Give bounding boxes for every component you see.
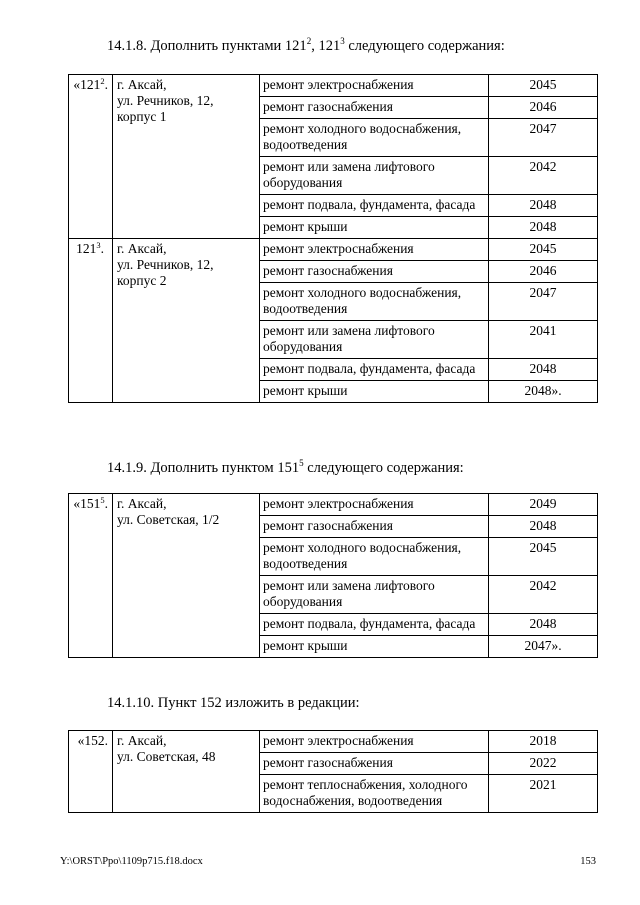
repair-table-152 — [68, 730, 598, 813]
year-cell: 2042 — [489, 157, 598, 195]
year-cell: 2045 — [489, 239, 598, 261]
heading-text: следующего содержания: — [303, 460, 464, 476]
item-number-superscript: 2 — [100, 76, 105, 86]
item-number-superscript: 3 — [96, 240, 101, 250]
heading-superscript: 2 — [306, 36, 312, 46]
heading-text: следующего содержания: — [344, 38, 505, 54]
work-type-cell: ремонт электроснабжения — [260, 494, 489, 516]
work-type-cell: ремонт крыши — [260, 636, 489, 658]
work-type-cell: ремонт электроснабжения — [260, 75, 489, 97]
section-heading-14-1-8 — [107, 38, 640, 55]
year-cell: 2041 — [489, 321, 598, 359]
table-body — [69, 494, 598, 658]
address-cell — [113, 731, 260, 813]
year-cell: 2022 — [489, 753, 598, 775]
footer-page-number: 153 — [580, 856, 596, 867]
year-cell: 2048 — [489, 195, 598, 217]
year-cell: 2021 — [489, 775, 598, 813]
section-heading-14-1-10 — [107, 695, 640, 712]
table-row — [69, 75, 598, 97]
table-row — [69, 731, 598, 753]
item-number-cell — [69, 731, 113, 813]
work-type-cell: ремонт газоснабжения — [260, 97, 489, 119]
year-cell: 2047 — [489, 119, 598, 157]
work-type-cell: ремонт холодного водоснабжения, водоотведения — [260, 538, 489, 576]
address-cell — [113, 75, 260, 239]
work-type-cell: ремонт газоснабжения — [260, 261, 489, 283]
item-number-suffix: . — [104, 496, 108, 511]
year-cell: 2047 — [489, 283, 598, 321]
year-cell: 2047». — [489, 636, 598, 658]
address-line: г. Аксай, — [117, 241, 167, 256]
year-cell: 2048». — [489, 381, 598, 403]
heading-text: , 121 — [311, 38, 341, 54]
table-body — [69, 731, 598, 813]
year-cell: 2045 — [489, 538, 598, 576]
work-type-cell: ремонт или замена лифтового оборудования — [260, 576, 489, 614]
work-type-cell: ремонт крыши — [260, 381, 489, 403]
address-line: ул. Речников, 12, — [117, 257, 214, 272]
work-type-cell: ремонт холодного водоснабжения, водоотведения — [260, 283, 489, 321]
item-number: «152. — [77, 733, 108, 748]
repair-table-121 — [68, 74, 598, 403]
year-cell: 2048 — [489, 614, 598, 636]
work-type-cell: ремонт подвала, фундамента, фасада — [260, 359, 489, 381]
item-number-cell — [69, 494, 113, 658]
year-cell: 2048 — [489, 359, 598, 381]
heading-text: 14.1.9. Дополнить пунктом 151 — [107, 460, 300, 476]
year-cell: 2018 — [489, 731, 598, 753]
year-cell: 2045 — [489, 75, 598, 97]
item-number-superscript: 5 — [100, 495, 105, 505]
year-cell: 2042 — [489, 576, 598, 614]
address-line: корпус 2 — [117, 273, 167, 288]
work-type-cell: ремонт крыши — [260, 217, 489, 239]
address-line: ул. Советская, 1/2 — [117, 512, 220, 527]
repair-table-151 — [68, 493, 598, 658]
work-type-cell: ремонт подвала, фундамента, фасада — [260, 614, 489, 636]
address-line: г. Аксай, — [117, 496, 167, 511]
section-heading-14-1-9 — [107, 460, 640, 477]
work-type-cell: ремонт холодного водоснабжения, водоотведения — [260, 119, 489, 157]
work-type-cell: ремонт теплоснабжения, холодного водоснабжения, водоотведения — [260, 775, 489, 813]
table-body — [69, 75, 598, 403]
item-number-cell — [69, 75, 113, 239]
work-type-cell: ремонт газоснабжения — [260, 516, 489, 538]
heading-superscript: 3 — [340, 36, 345, 46]
year-cell: 2049 — [489, 494, 598, 516]
address-line: корпус 1 — [117, 109, 167, 124]
heading-text: 14.1.10. Пункт 152 изложить в редакции: — [107, 695, 360, 711]
footer-file-path: Y:\ORST\Ppo\1109p715.f18.docx — [60, 856, 203, 867]
work-type-cell: ремонт или замена лифтового оборудования — [260, 157, 489, 195]
year-cell: 2048 — [489, 217, 598, 239]
heading-text: 14.1.8. Дополнить пунктами 121 — [107, 38, 307, 54]
address-cell — [113, 239, 260, 403]
work-type-cell: ремонт электроснабжения — [260, 239, 489, 261]
year-cell: 2046 — [489, 97, 598, 119]
year-cell: 2048 — [489, 516, 598, 538]
item-number: «121 — [73, 77, 101, 92]
item-number-suffix: . — [100, 241, 104, 256]
address-line: ул. Советская, 48 — [117, 749, 216, 764]
work-type-cell: ремонт электроснабжения — [260, 731, 489, 753]
item-number-suffix: . — [104, 77, 108, 92]
work-type-cell: ремонт подвала, фундамента, фасада — [260, 195, 489, 217]
heading-superscript: 5 — [299, 458, 304, 468]
table-row — [69, 239, 598, 261]
year-cell: 2046 — [489, 261, 598, 283]
item-number-cell — [69, 239, 113, 403]
item-number: «151 — [73, 496, 101, 511]
address-line: г. Аксай, — [117, 77, 167, 92]
table-row — [69, 494, 598, 516]
work-type-cell: ремонт или замена лифтового оборудования — [260, 321, 489, 359]
item-number: 121 — [76, 241, 97, 256]
address-line: ул. Речников, 12, — [117, 93, 214, 108]
work-type-cell: ремонт газоснабжения — [260, 753, 489, 775]
address-cell — [113, 494, 260, 658]
address-line: г. Аксай, — [117, 733, 167, 748]
